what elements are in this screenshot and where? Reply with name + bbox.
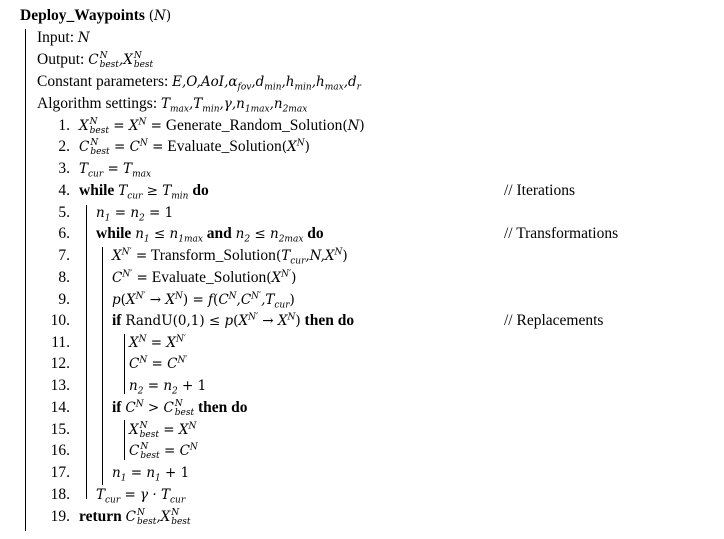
title-argument: (N) xyxy=(148,8,172,24)
fn-transform: Transform_Solution xyxy=(150,247,276,264)
fn-evaluate: Evaluate_Solution xyxy=(167,138,282,155)
scope-bar-while-inner xyxy=(102,247,103,485)
fn-randu: RandU xyxy=(125,313,173,329)
step-3: $T_{cur} = T_{max}$ xyxy=(79,161,152,180)
title-text: Deploy_Waypoints xyxy=(20,7,145,24)
kw-do: do xyxy=(192,182,209,199)
scope-bar-main xyxy=(25,29,26,531)
scope-bar-if-replace xyxy=(124,334,125,394)
step-number: 17. xyxy=(50,464,70,481)
comment-replacements: // Replacements xyxy=(504,312,604,329)
step-number: 19. xyxy=(50,508,70,525)
step-number: 14. xyxy=(50,399,70,416)
step-number: 12. xyxy=(50,355,70,372)
step-number: 6. xyxy=(58,225,70,242)
scope-bar-if-best xyxy=(124,420,125,460)
kw-while-inner: while xyxy=(96,225,132,242)
step-7: $X^{N'}$ = $Transform\_Solution(T_{cur},N,X^N)$ xyxy=(112,247,348,267)
settings-value: $T_{max},T_{min},\gamma,n_{1max},n_{2max}$ xyxy=(161,96,308,115)
step-number: 15. xyxy=(50,421,70,438)
kw-then-do-2: then do xyxy=(198,399,248,416)
kw-and: and xyxy=(206,225,232,242)
input-value: N xyxy=(77,30,90,46)
scope-bar-while-outer xyxy=(86,205,87,499)
constants-label: Constant parameters: xyxy=(37,73,169,90)
kw-if: if xyxy=(112,312,122,329)
output-line xyxy=(37,50,153,70)
comment-transformations: // Transformations xyxy=(504,225,619,242)
kw-while: while xyxy=(79,182,115,199)
step-number: 13. xyxy=(50,377,70,394)
step-5: $n_1 = n_2 = 1$ xyxy=(96,205,174,224)
step-16: C N best = $C^N$ xyxy=(129,441,198,461)
step-number: 18. xyxy=(50,486,70,503)
settings-label: Algorithm settings: xyxy=(37,95,158,112)
step-number: 4. xyxy=(58,182,70,199)
step-8: $C^{N'}$ = $Evaluate\_Solution(X^{N'})$ xyxy=(112,269,297,286)
step-number: 2. xyxy=(58,138,70,155)
constants-value: $E,O,AoI,\alpha_{fov},d_{min},h_{min},h_{max},d_r$ xyxy=(172,74,361,93)
step-12: $C^N = C^{N'}$ xyxy=(129,355,188,372)
input-line xyxy=(37,28,90,48)
step-9: $p(X^{N'} \to X^N) = f(C^N,C^{N'},T_{cur})$ xyxy=(112,291,295,311)
step-17: $n_1 = n_1 + 1$ xyxy=(112,465,190,484)
step-number: 5. xyxy=(58,204,70,221)
fn-generate: Generate_Random_Solution xyxy=(165,117,343,134)
kw-if-2: if xyxy=(112,399,122,416)
step-14: if $C^N > C$ N best then do xyxy=(112,398,248,418)
input-label: Input: xyxy=(37,29,75,46)
step-2: C N best = $C^N$ = $Evaluate\_Solution(X^N)$ xyxy=(79,137,310,157)
step-11: $X^N = X^{N'}$ xyxy=(129,334,186,351)
output-label: Output: xyxy=(37,51,85,68)
kw-then-do: then do xyxy=(304,312,355,329)
step-number: 8. xyxy=(58,269,70,286)
algorithm-title xyxy=(20,6,171,26)
step-15: X N best = $X^N$ xyxy=(129,420,197,440)
step-18: $T_{cur} = \gamma \cdot T_{cur}$ xyxy=(96,487,186,506)
step-number: 10. xyxy=(50,312,70,329)
constants-line xyxy=(37,72,361,92)
step-number: 11. xyxy=(51,334,70,351)
settings-line xyxy=(37,94,307,114)
step-number: 3. xyxy=(58,160,70,177)
step-10: if RandU(0,1) ≤ $p(X^{N'} \to X^N)$ then do xyxy=(112,312,355,329)
step-13: $n_2 = n_2 + 1$ xyxy=(129,378,207,397)
step-4: while $T_{cur} \ge T_{min}$ do xyxy=(79,182,209,202)
step-number: 9. xyxy=(58,291,70,308)
fn-evaluate-2: Evaluate_Solution xyxy=(151,269,267,286)
step-number: 7. xyxy=(58,247,70,264)
output-value: C N best ,X N best xyxy=(88,50,154,70)
comment-iterations: // Iterations xyxy=(504,182,576,199)
step-6: while $n_1 \le n_{1max}$ and $n_2 \le n_{2max}$ do xyxy=(96,225,324,245)
kw-return: return xyxy=(79,508,122,525)
step-number: 1. xyxy=(58,117,70,134)
step-1: X N best = $X^N$ = Generate_Random_Solution(N) xyxy=(79,116,365,136)
kw-do-inner: do xyxy=(307,225,324,242)
step-number: 16. xyxy=(50,442,70,459)
step-19: return C N best ,X N best xyxy=(79,507,191,527)
